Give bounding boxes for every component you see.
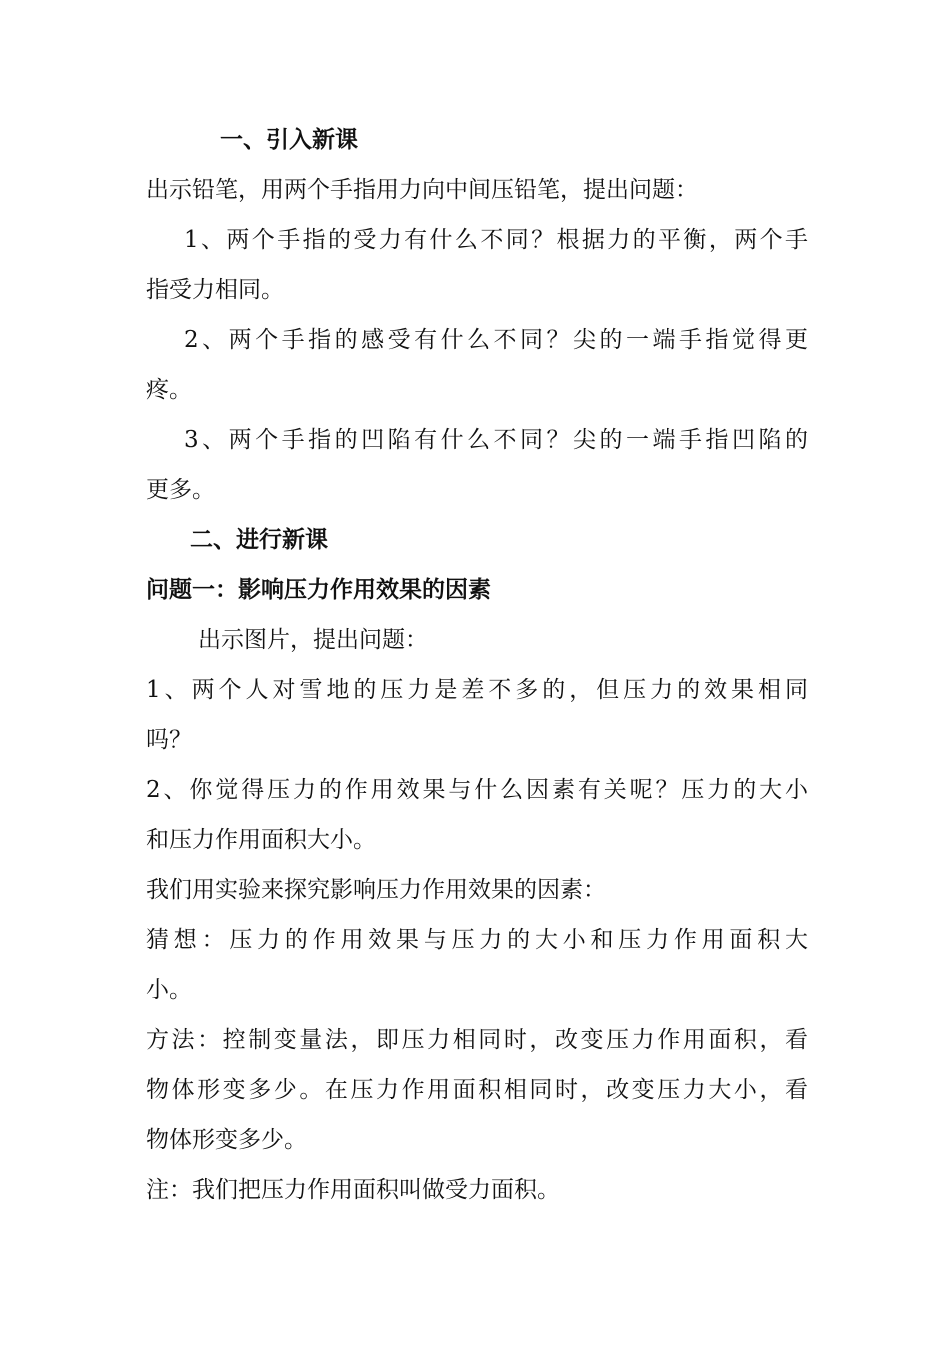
guess-line-2: 小。 (146, 977, 192, 1003)
problem-title: 问题一：影响压力作用效果的因素 (146, 577, 491, 603)
section-heading-intro: 一、引入新课 (220, 127, 358, 153)
method-line-1: 方法：控制变量法，即压力相同时，改变压力作用面积，看 (146, 1027, 808, 1053)
note-paragraph: 注：我们把压力作用面积叫做受力面积。 (146, 1177, 560, 1203)
section-heading-new-lesson: 二、进行新课 (190, 527, 328, 553)
intro-paragraph: 出示铅笔，用两个手指用力向中间压铅笔，提出问题： (146, 177, 698, 203)
guess-line-1: 猜想：压力的作用效果与压力的大小和压力作用面积大 (146, 927, 808, 953)
problem-1-line-1: 1、两个人对雪地的压力是差不多的，但压力的效果相同 (146, 677, 808, 703)
question-3-line-2: 更多。 (146, 477, 215, 503)
question-2-line-1: 2、两个手指的感受有什么不同？尖的一端手指觉得更 (184, 327, 808, 353)
problem-1-line-2: 吗？ (146, 727, 192, 753)
experiment-paragraph: 我们用实验来探究影响压力作用效果的因素： (146, 877, 606, 903)
question-3-line-1: 3、两个手指的凹陷有什么不同？尖的一端手指凹陷的 (184, 427, 808, 453)
question-1-line-1: 1、两个手指的受力有什么不同？根据力的平衡，两个手 (184, 227, 808, 253)
method-line-3: 物体形变多少。 (146, 1127, 307, 1153)
question-1-line-2: 指受力相同。 (146, 277, 284, 303)
problem-2-line-2: 和压力作用面积大小。 (146, 827, 376, 853)
question-2-line-2: 疼。 (146, 377, 192, 403)
problem-2-line-1: 2、你觉得压力的作用效果与什么因素有关呢？压力的大小 (146, 777, 808, 803)
method-line-2: 物体形变多少。在压力作用面积相同时，改变压力大小，看 (146, 1077, 808, 1103)
show-picture-paragraph: 出示图片，提出问题： (198, 627, 428, 653)
